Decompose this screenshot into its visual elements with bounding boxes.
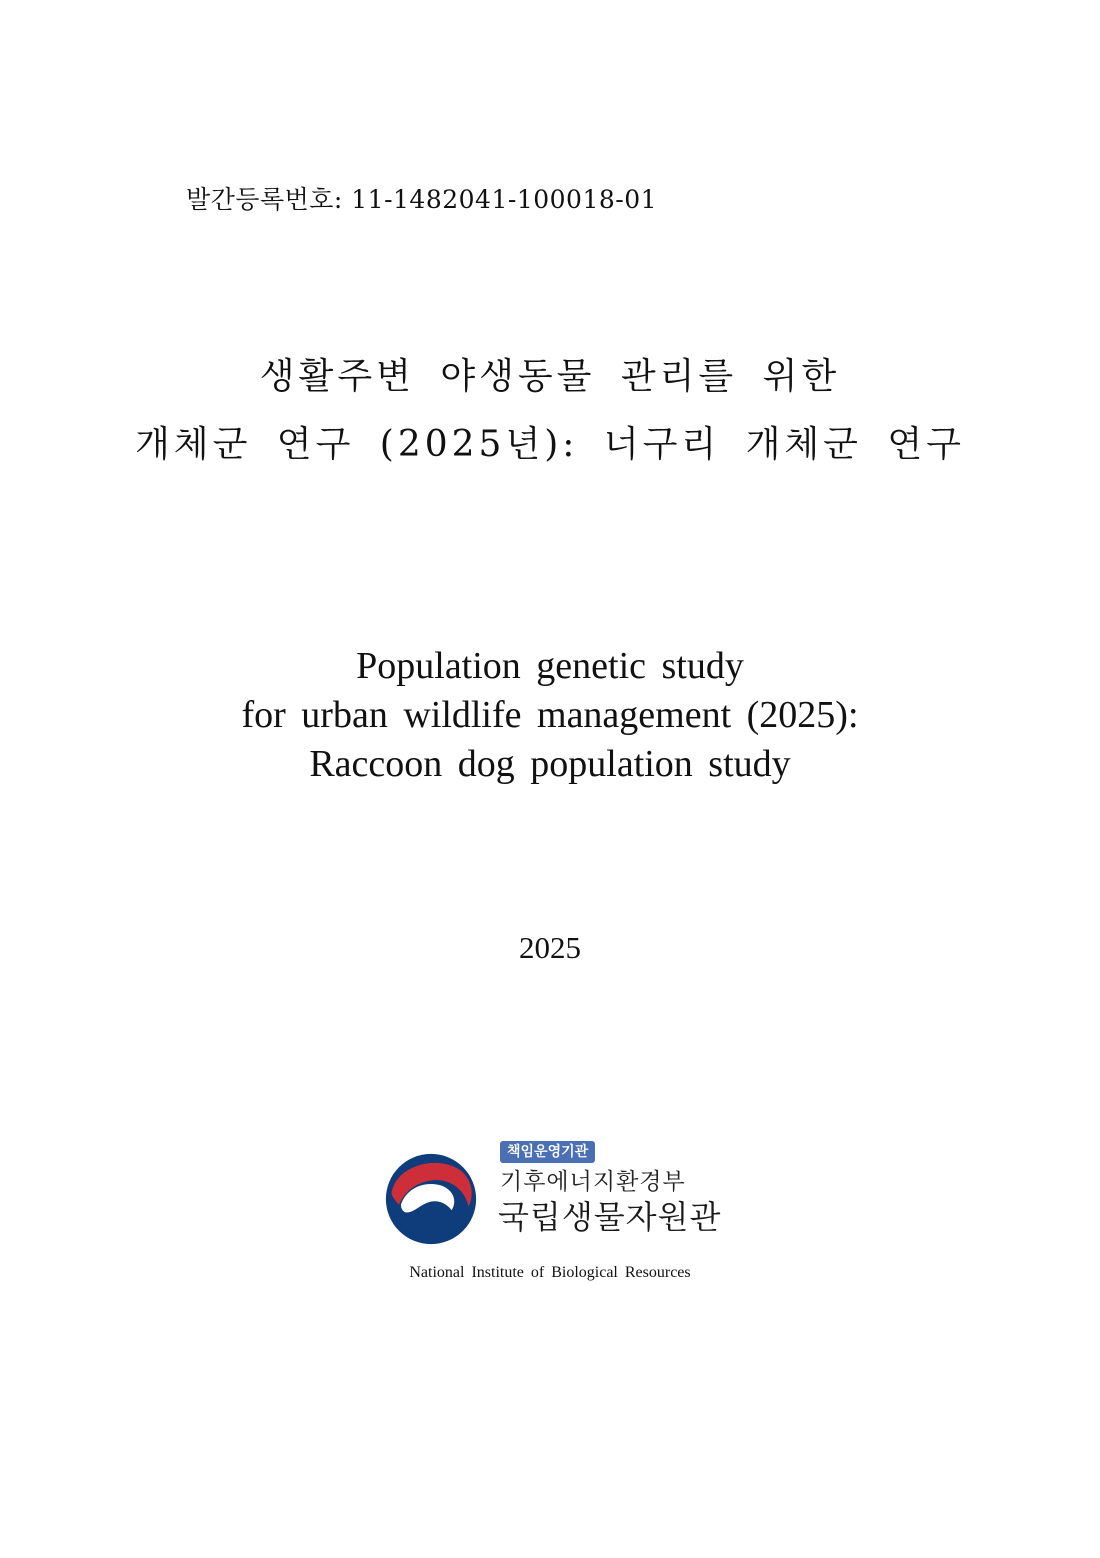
english-title-line-3: Raccoon dog population study bbox=[309, 743, 791, 785]
taegeuk-emblem-icon bbox=[384, 1152, 478, 1246]
institute-name-english: National Institute of Biological Resources bbox=[409, 1264, 691, 1281]
publication-year: 2025 bbox=[519, 930, 581, 965]
english-title-line-1: Population genetic study bbox=[356, 645, 744, 687]
registration-number: 발간등록번호: 11-1482041-100018-01 bbox=[186, 185, 658, 214]
korean-title-line-2: 개체군 연구 (2025년): 너구리 개체군 연구 bbox=[135, 424, 965, 465]
agency-badge: 책임운영기관 bbox=[500, 1141, 595, 1163]
english-title-line-2: for urban wildlife management (2025): bbox=[241, 694, 859, 736]
ministry-name: 기후에너지환경부 bbox=[500, 1169, 686, 1195]
korean-title-line-1: 생활주변 야생동물 관리를 위한 bbox=[259, 356, 841, 397]
institute-name-korean: 국립생물자원관 bbox=[498, 1198, 722, 1236]
